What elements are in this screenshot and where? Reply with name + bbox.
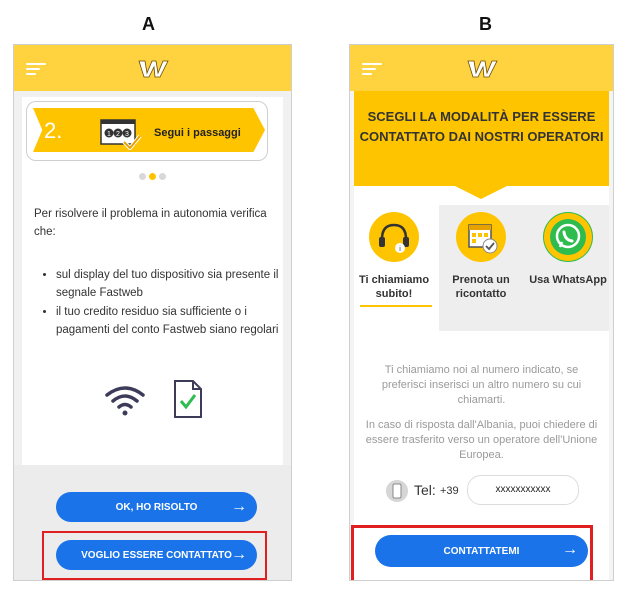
highlight-box [351, 525, 593, 581]
svg-text:i: i [399, 246, 401, 253]
fastweb-logo [466, 57, 498, 79]
calendar-icon[interactable] [456, 212, 506, 262]
svg-text:3: 3 [125, 131, 129, 138]
selected-tab-indicator [360, 305, 432, 307]
list-item: • sul display del tuo dispositivo sia presente il segnale Fastweb [56, 267, 292, 302]
request-contact-label: VOGLIO ESSERE CONTATTATO [81, 549, 232, 561]
tel-label: Tel: [414, 482, 436, 498]
whatsapp-icon[interactable] [543, 212, 593, 262]
carousel-dot[interactable] [139, 173, 146, 180]
arrow-right-icon: → [231, 498, 247, 515]
smartphone-icon [386, 480, 408, 502]
option-schedule-callback[interactable]: Prenota un ricontatto [452, 274, 510, 300]
carousel-dot-active[interactable] [149, 173, 156, 180]
carousel-dots[interactable] [139, 167, 169, 185]
panel-b-label: B [479, 14, 492, 34]
panel-a-label: A [142, 14, 155, 34]
header-notch [453, 185, 509, 199]
step-number: 2. [44, 118, 63, 143]
contact-me-label: CONTATTATEMI [443, 545, 520, 557]
menu-icon[interactable] [26, 63, 46, 76]
ok-resolved-label: OK, HO RISOLTO [115, 501, 198, 513]
highlight-box [42, 531, 267, 580]
intro-text: Per risolvere il problema in autonomia verifica che: [34, 208, 267, 238]
list-item: • il tuo credito residuo sia sufficiente o i pagamenti del conto Fastweb siano regolari [56, 304, 292, 339]
phone-screen-b [349, 44, 614, 581]
ok-resolved-button[interactable] [56, 492, 257, 522]
option-whatsapp[interactable]: Usa WhatsApp [529, 274, 607, 286]
document-check-icon [173, 379, 203, 419]
carousel-dot[interactable] [159, 173, 166, 180]
country-prefix: +39 [440, 485, 459, 497]
fastweb-logo [137, 57, 169, 79]
callback-info: Ti chiamiamo noi al numero indicato, se preferisci inserisci un altro numero su cui chiamarti. [381, 364, 582, 406]
headset-icon[interactable] [369, 212, 419, 262]
app-header [14, 45, 291, 91]
arrow-right-icon: → [562, 541, 578, 558]
svg-text:1: 1 [107, 131, 111, 138]
arrow-right-icon: → [231, 546, 247, 563]
checklist [42, 267, 292, 341]
phone-number-input[interactable]: xxxxxxxxxxx [467, 475, 579, 505]
svg-text:2: 2 [116, 131, 120, 138]
wifi-icon [104, 383, 146, 417]
option-call-now[interactable]: Ti chiamiamo subito! [358, 274, 430, 300]
menu-icon[interactable] [362, 63, 382, 76]
app-header [350, 45, 613, 91]
phone-screen-a [13, 44, 292, 581]
albania-info: In caso di risposta dall'Albania, puoi chiedere di essere trasferito verso un operatore dell'Unione Europea. [365, 419, 598, 461]
checklist-icon [100, 118, 142, 150]
contact-title: SCEGLI LA MODALITÀ PER ESSERE CONTATTATO DAI NOSTRI OPERATORI [359, 109, 604, 144]
step-title: Segui i passaggi [154, 127, 241, 139]
